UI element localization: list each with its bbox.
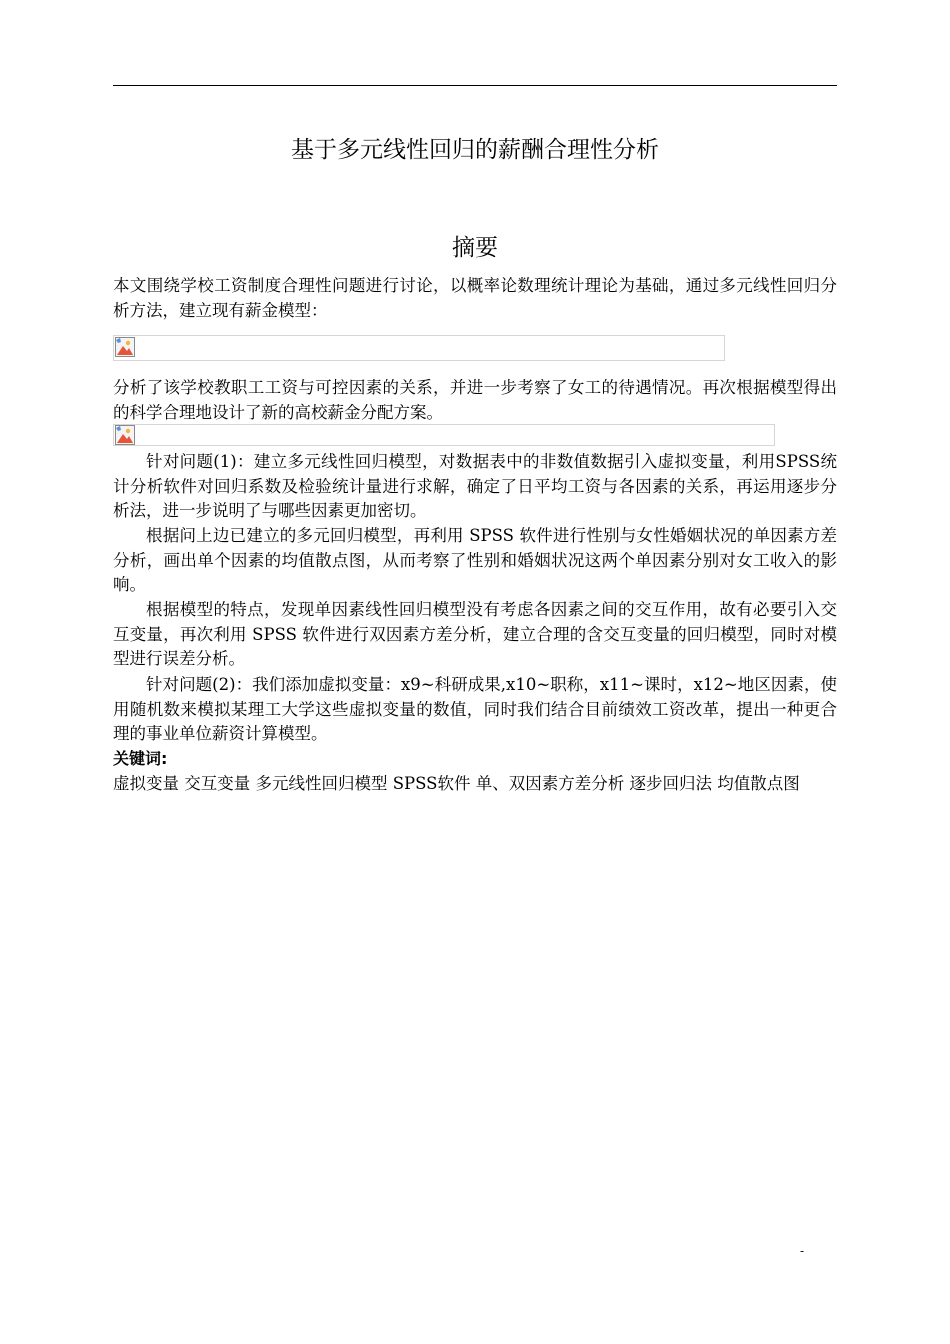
abstract-paragraph-1: 本文围绕学校工资制度合理性问题进行讨论，以概率论数理统计理论为基础，通过多元线性回归分析方法，建立现有薪金模型： — [113, 276, 837, 320]
abstract-heading: 摘要 — [452, 235, 498, 261]
document-title: 基于多元线性回归的薪酬合理性分析 — [291, 137, 659, 163]
broken-image-icon — [115, 425, 135, 445]
keywords-list: 虚拟变量 交互变量 多元线性回归模型 SPSS软件 单、双因素方差分析 逐步回归法 均值散点图 — [113, 774, 800, 793]
abstract-paragraph-4: 根据问上边已建立的多元回归模型，再利用 SPSS 软件进行性别与女性婚姻状况的单因素方差分析，画出单个因素的均值散点图，从而考察了性别和婚姻状况这两个单因素分别对女工收入的影响。 — [113, 526, 837, 594]
abstract-paragraph-6: 针对问题(2)：我们添加虚拟变量：x9~科研成果,x10~职称，x11~课时，x12~地区因素，使用随机数来模拟某理工大学这些虚拟变量的数值，同时我们结合目前绩效工资改革，提出一种更合理的事业单位薪资计算模型。 — [113, 675, 837, 743]
header-rule — [113, 85, 837, 86]
formula-image-placeholder-1 — [113, 335, 725, 361]
formula-image-placeholder-2 — [113, 424, 775, 446]
abstract-paragraph-2: 分析了该学校教职工工资与可控因素的关系，并进一步考察了女工的待遇情况。再次根据模型得出的科学合理地设计了新的高校薪金分配方案。 — [113, 378, 837, 422]
abstract-paragraph-3: 针对问题(1)：建立多元线性回归模型，对数据表中的非数值数据引入虚拟变量，利用SPSS统计分析软件对回归系数及检验统计量进行求解，确定了日平均工资与各因素的关系，再运用逐步分析法，进一步说明了与哪些因素更加密切。 — [113, 452, 837, 520]
page-footer-mark: - — [800, 1244, 805, 1258]
broken-image-icon — [115, 337, 135, 357]
keywords-label: 关键词: — [113, 749, 168, 768]
abstract-paragraph-5: 根据模型的特点，发现单因素线性回归模型没有考虑各因素之间的交互作用，故有必要引入交互变量，再次利用 SPSS 软件进行双因素方差分析，建立合理的含交互变量的回归模型，同时对模型进行误差分析。 — [113, 600, 837, 668]
